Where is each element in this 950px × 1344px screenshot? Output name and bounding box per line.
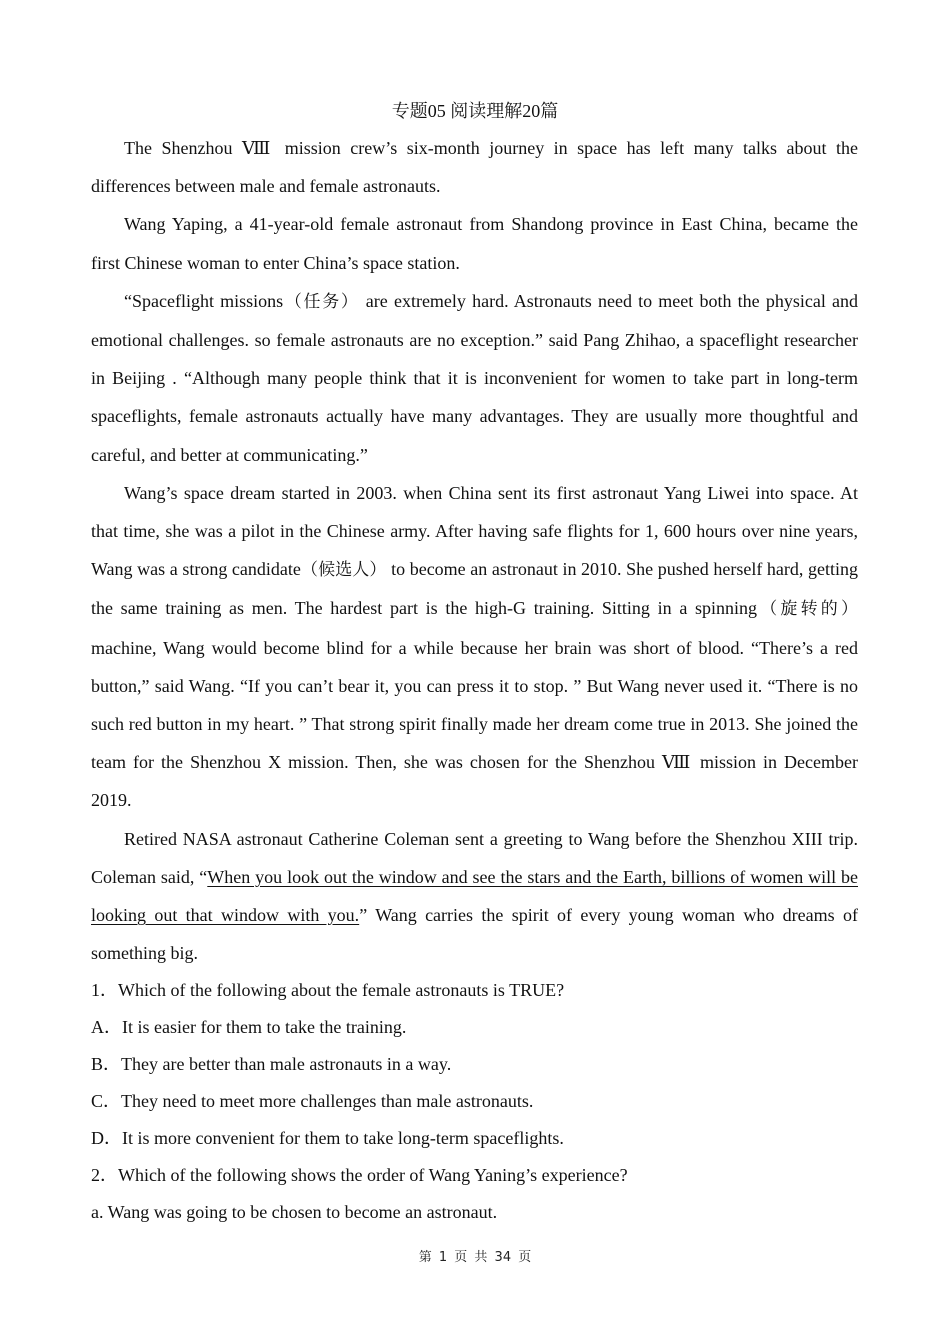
paragraph-5-text-b: ” Wang carries the spirit of every young woman who dreams of something big.: [91, 905, 858, 964]
page-footer: 第 1 页 共 34 页: [418, 1250, 532, 1265]
document-title: 专题05 阅读理解20篇: [391, 101, 559, 121]
question-1-option-d: D．It is more convenient for them to take long-term spaceflights.: [91, 1128, 564, 1149]
paragraph-3-text-b: are extremely hard. Astronauts need to meet both the physical and emotional challenges. so female astronauts are no exception.” said Pang Zhihao, a spaceflight researcher in Beijing . “Although many people think that it is inconvenient for women to take part in long-term spaceflights, female astronauts actually have many advantages. They are usually more thoughtful and careful, and better at communicating.”: [91, 290, 858, 465]
paragraph-5: [91, 820, 858, 973]
paragraph-4-text-a: Wang’s space dream started in 2003. when China sent its first astronaut Yang Liwei into space. At that time, she was a pilot in the Chinese army. After having safe flights for 1, 600 hours over nine years, Wang was a strong candidate: [91, 482, 858, 580]
paragraph-3-text-a: “Spaceflight missions: [124, 290, 284, 311]
question-1-option-a: A．It is easier for them to take the training.: [91, 1017, 407, 1038]
paragraph-1: The Shenzhou Ⅷ mission crew’s six-month journey in space has left many talks about the differences between male and female astronauts.: [91, 138, 858, 197]
paragraph-4-text-c: machine, Wang would become blind for a while because her brain was short of blood. “There’s a red button,” said Wang. “If you can’t bear it, you can press it to stop. ” But Wang never used it. “There is no such red button in my heart. ” That strong spirit finally made her dream come true in 2013. She joined the team for the Shenzhou X mission. Then, she was chosen for the Shenzhou Ⅷ mission in December 2019.: [91, 637, 858, 811]
underlined-quote: When you look out the window and see the stars and the Earth, billions of women will be looking out that window with you.: [91, 866, 858, 926]
question-1-option-c: C．They need to meet more challenges than male astronauts.: [91, 1091, 534, 1112]
question-2-item-a: a. Wang was going to be chosen to become an astronaut.: [91, 1202, 498, 1223]
gloss-missions: （任务）: [283, 291, 360, 312]
paragraph-3: [91, 282, 858, 474]
question-2: 2．Which of the following shows the order of Wang Yaning’s experience?: [91, 1165, 628, 1186]
question-1-option-b: B．They are better than male astronauts in a way.: [91, 1054, 452, 1075]
gloss-candidate: （候选人）: [300, 560, 387, 581]
paragraph-4-text-b: to become an astronaut in 2010. She pushed herself hard, getting the same training as men. The hardest part is the high-G training. Sitting in a spinning: [91, 559, 858, 619]
paragraph-2: Wang Yaping, a 41-year-old female astronaut from Shandong province in East China, became the first Chinese woman to enter China’s space station.: [91, 214, 858, 273]
gloss-spinning: （旋转的）: [757, 599, 858, 620]
question-1: 1．Which of the following about the female astronauts is TRUE?: [91, 980, 565, 1001]
reading-passage: [91, 129, 858, 1231]
paragraph-4: [91, 474, 858, 820]
paragraph-5-text-a: Retired NASA astronaut Catherine Coleman sent a greeting to Wang before the Shenzhou XIII trip. Coleman said, “: [91, 828, 858, 887]
